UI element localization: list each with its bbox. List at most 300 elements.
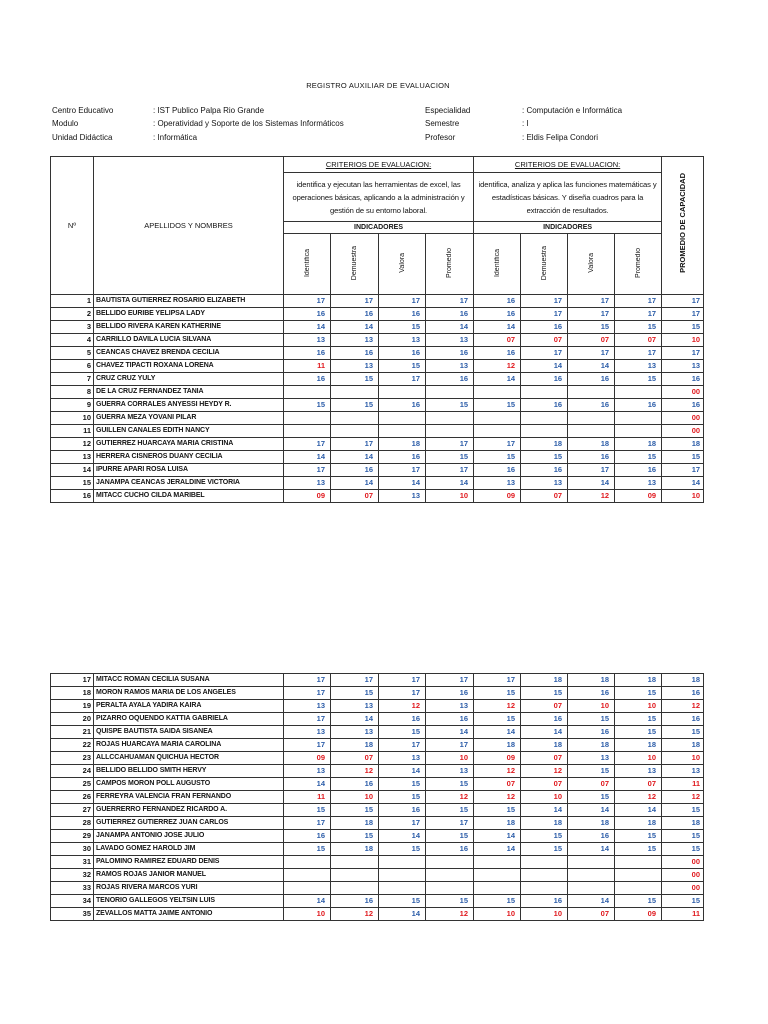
table-row bbox=[51, 804, 704, 817]
student-name: BELLIDO RIVERA KAREN KATHERINE bbox=[94, 321, 284, 334]
table-row bbox=[51, 451, 704, 464]
student-name: PERALTA AYALA YADIRA KAIRA bbox=[94, 700, 284, 713]
grade-promedio-2: 10 bbox=[615, 752, 662, 765]
grade-demuestra-1 bbox=[331, 882, 379, 895]
info-value-profesor: : Eldis Felipa Condori bbox=[522, 133, 599, 142]
grade-demuestra-2: 15 bbox=[521, 843, 568, 856]
grade-demuestra-2: 16 bbox=[521, 373, 568, 386]
page-title: REGISTRO AUXILIAR DE EVALUACION bbox=[306, 81, 450, 90]
grade-promedio-2: 18 bbox=[615, 739, 662, 752]
table-row bbox=[51, 895, 704, 908]
table-row bbox=[51, 843, 704, 856]
grade-promedio-1: 17 bbox=[426, 295, 474, 308]
grade-identifica-2: 17 bbox=[474, 438, 521, 451]
student-name: GUILLEN CANALES EDITH NANCY bbox=[94, 425, 284, 438]
promedio-capacidad: 15 bbox=[662, 830, 704, 843]
info-label-semestre: Semestre bbox=[425, 119, 460, 128]
grade-valora-2: 14 bbox=[568, 843, 615, 856]
student-name: JANAMPA CEANCAS JERALDINE VICTORIA bbox=[94, 477, 284, 490]
table-row bbox=[51, 438, 704, 451]
grade-valora-2 bbox=[568, 882, 615, 895]
criterio-2-indicadores-label: INDICADORES bbox=[474, 222, 662, 234]
grade-demuestra-1: 15 bbox=[331, 373, 379, 386]
table-row bbox=[51, 739, 704, 752]
grade-valora-1: 12 bbox=[379, 700, 426, 713]
header-promedio-2-cell bbox=[615, 234, 662, 295]
grade-valora-1: 16 bbox=[379, 399, 426, 412]
grade-demuestra-1: 13 bbox=[331, 726, 379, 739]
header-valora-1: Valora bbox=[398, 253, 406, 273]
grade-valora-2: 15 bbox=[568, 321, 615, 334]
grade-demuestra-1: 16 bbox=[331, 308, 379, 321]
grade-identifica-2 bbox=[474, 386, 521, 399]
grade-valora-2: 16 bbox=[568, 451, 615, 464]
grade-valora-2: 14 bbox=[568, 477, 615, 490]
grade-valora-2: 16 bbox=[568, 399, 615, 412]
grade-demuestra-2: 16 bbox=[521, 464, 568, 477]
grade-valora-2: 16 bbox=[568, 726, 615, 739]
grade-promedio-2: 15 bbox=[615, 895, 662, 908]
promedio-capacidad: 13 bbox=[662, 765, 704, 778]
grade-valora-1: 16 bbox=[379, 713, 426, 726]
student-number: 26 bbox=[51, 791, 94, 804]
grade-valora-2 bbox=[568, 386, 615, 399]
grade-valora-2 bbox=[568, 425, 615, 438]
grade-identifica-2: 12 bbox=[474, 765, 521, 778]
promedio-capacidad: 16 bbox=[662, 713, 704, 726]
promedio-capacidad: 18 bbox=[662, 739, 704, 752]
grade-identifica-1: 13 bbox=[284, 726, 331, 739]
grade-identifica-2: 15 bbox=[474, 895, 521, 908]
grade-identifica-1: 09 bbox=[284, 752, 331, 765]
grade-promedio-1: 15 bbox=[426, 399, 474, 412]
student-name: GUERRA MEZA YOVANI PILAR bbox=[94, 412, 284, 425]
header-identifica-1: Identifica bbox=[303, 248, 311, 278]
student-name: BAUTISTA GUTIERREZ ROSARIO ELIZABETH bbox=[94, 295, 284, 308]
grade-demuestra-2: 18 bbox=[521, 674, 568, 687]
grade-identifica-2: 13 bbox=[474, 477, 521, 490]
grade-valora-1: 14 bbox=[379, 477, 426, 490]
grade-valora-2: 14 bbox=[568, 895, 615, 908]
table-row bbox=[51, 765, 704, 778]
grade-valora-2: 07 bbox=[568, 334, 615, 347]
table-row bbox=[51, 360, 704, 373]
grade-identifica-2: 15 bbox=[474, 451, 521, 464]
grade-demuestra-1 bbox=[331, 386, 379, 399]
student-name: ZEVALLOS MATTA JAIME ANTONIO bbox=[94, 908, 284, 921]
promedio-capacidad: 11 bbox=[662, 908, 704, 921]
grade-identifica-2 bbox=[474, 882, 521, 895]
grade-valora-1: 15 bbox=[379, 895, 426, 908]
promedio-capacidad: 18 bbox=[662, 438, 704, 451]
header-valora-2: Valora bbox=[587, 253, 595, 273]
student-number: 12 bbox=[51, 438, 94, 451]
grade-demuestra-1: 14 bbox=[331, 477, 379, 490]
grade-valora-1: 16 bbox=[379, 804, 426, 817]
grade-demuestra-2: 17 bbox=[521, 308, 568, 321]
student-name: CEANCAS CHAVEZ BRENDA CECILIA bbox=[94, 347, 284, 360]
student-number: 13 bbox=[51, 451, 94, 464]
grade-valora-1: 16 bbox=[379, 308, 426, 321]
promedio-capacidad: 15 bbox=[662, 321, 704, 334]
grade-promedio-1: 15 bbox=[426, 451, 474, 464]
grade-promedio-2 bbox=[615, 856, 662, 869]
grade-promedio-1: 17 bbox=[426, 674, 474, 687]
grade-promedio-2 bbox=[615, 386, 662, 399]
grade-valora-1: 17 bbox=[379, 739, 426, 752]
table-row bbox=[51, 412, 704, 425]
grade-promedio-2: 07 bbox=[615, 334, 662, 347]
grade-identifica-1: 17 bbox=[284, 739, 331, 752]
grade-promedio-1: 15 bbox=[426, 804, 474, 817]
grade-promedio-1: 15 bbox=[426, 895, 474, 908]
promedio-capacidad: 15 bbox=[662, 843, 704, 856]
grade-valora-2: 18 bbox=[568, 674, 615, 687]
grade-promedio-2: 18 bbox=[615, 438, 662, 451]
grade-identifica-1: 16 bbox=[284, 830, 331, 843]
student-name: ALLCCAHUAMAN QUICHUA HECTOR bbox=[94, 752, 284, 765]
student-rows-page-2 bbox=[51, 674, 704, 921]
grade-demuestra-1: 13 bbox=[331, 334, 379, 347]
student-number: 35 bbox=[51, 908, 94, 921]
info-label-especialidad: Especialidad bbox=[425, 106, 471, 115]
grade-promedio-1: 13 bbox=[426, 765, 474, 778]
table-row bbox=[51, 373, 704, 386]
grade-identifica-2: 09 bbox=[474, 752, 521, 765]
grade-valora-2: 14 bbox=[568, 804, 615, 817]
promedio-capacidad: 15 bbox=[662, 451, 704, 464]
grade-identifica-2: 12 bbox=[474, 791, 521, 804]
grade-demuestra-2: 16 bbox=[521, 399, 568, 412]
grade-valora-1: 17 bbox=[379, 373, 426, 386]
promedio-capacidad: 00 bbox=[662, 412, 704, 425]
header-apellidos-nombres: APELLIDOS Y NOMBRES bbox=[94, 157, 284, 295]
student-name: ROJAS RIVERA MARCOS YURI bbox=[94, 882, 284, 895]
grade-promedio-2: 15 bbox=[615, 713, 662, 726]
grade-identifica-1 bbox=[284, 425, 331, 438]
grade-identifica-1: 10 bbox=[284, 908, 331, 921]
promedio-capacidad: 17 bbox=[662, 295, 704, 308]
promedio-capacidad: 15 bbox=[662, 895, 704, 908]
info-value-semestre: : I bbox=[522, 119, 529, 128]
student-name: CRUZ CRUZ YULY bbox=[94, 373, 284, 386]
grade-promedio-1 bbox=[426, 882, 474, 895]
grade-identifica-2: 16 bbox=[474, 464, 521, 477]
grade-identifica-2: 09 bbox=[474, 490, 521, 503]
grade-identifica-2: 07 bbox=[474, 778, 521, 791]
grade-valora-1: 15 bbox=[379, 360, 426, 373]
table-row bbox=[51, 778, 704, 791]
grade-valora-2: 16 bbox=[568, 687, 615, 700]
student-name: GUTIERREZ HUARCAYA MARIA CRISTINA bbox=[94, 438, 284, 451]
grade-identifica-2: 18 bbox=[474, 739, 521, 752]
grade-identifica-2: 14 bbox=[474, 373, 521, 386]
grade-identifica-1: 14 bbox=[284, 451, 331, 464]
grade-identifica-1: 17 bbox=[284, 438, 331, 451]
promedio-capacidad: 15 bbox=[662, 726, 704, 739]
criterio-2-heading: CRITERIOS DE EVALUACION: bbox=[514, 160, 621, 169]
grade-valora-1: 15 bbox=[379, 791, 426, 804]
student-name: CHAVEZ TIPACTI ROXANA LORENA bbox=[94, 360, 284, 373]
student-number: 20 bbox=[51, 713, 94, 726]
grade-promedio-1: 16 bbox=[426, 713, 474, 726]
criterio-2-description: identifica, analiza y aplica las funciones matemáticas y estadísticas básicas. Y diseña cuadros para la extracción de resultados. bbox=[474, 173, 662, 222]
table-row bbox=[51, 830, 704, 843]
grade-demuestra-1 bbox=[331, 412, 379, 425]
grade-identifica-1: 13 bbox=[284, 334, 331, 347]
student-name: CARRILLO DAVILA LUCIA SILVANA bbox=[94, 334, 284, 347]
grade-identifica-2: 18 bbox=[474, 817, 521, 830]
grade-demuestra-1: 17 bbox=[331, 438, 379, 451]
grade-valora-1: 15 bbox=[379, 778, 426, 791]
student-name: GUERRA CORRALES ANYESSI HEYDY R. bbox=[94, 399, 284, 412]
grade-promedio-2 bbox=[615, 412, 662, 425]
grade-promedio-2: 07 bbox=[615, 778, 662, 791]
grade-demuestra-1: 14 bbox=[331, 451, 379, 464]
grade-promedio-1: 16 bbox=[426, 843, 474, 856]
grade-promedio-1: 16 bbox=[426, 347, 474, 360]
grade-valora-1: 17 bbox=[379, 464, 426, 477]
grade-valora-2: 13 bbox=[568, 752, 615, 765]
grade-promedio-2: 12 bbox=[615, 791, 662, 804]
grade-demuestra-2: 10 bbox=[521, 791, 568, 804]
grade-valora-1: 17 bbox=[379, 674, 426, 687]
grade-demuestra-2 bbox=[521, 856, 568, 869]
grade-identifica-1: 17 bbox=[284, 464, 331, 477]
student-number: 27 bbox=[51, 804, 94, 817]
header-promedio-1-cell bbox=[426, 234, 474, 295]
student-number: 25 bbox=[51, 778, 94, 791]
grade-demuestra-2: 07 bbox=[521, 490, 568, 503]
grade-demuestra-1: 16 bbox=[331, 464, 379, 477]
table-row bbox=[51, 321, 704, 334]
table-row bbox=[51, 869, 704, 882]
promedio-capacidad: 16 bbox=[662, 687, 704, 700]
grade-valora-1: 13 bbox=[379, 334, 426, 347]
header-identifica-2-cell bbox=[474, 234, 521, 295]
grade-identifica-2: 14 bbox=[474, 726, 521, 739]
promedio-capacidad: 12 bbox=[662, 791, 704, 804]
student-name: MORON RAMOS MARIA DE LOS ANGELES bbox=[94, 687, 284, 700]
header-identifica-1-cell bbox=[284, 234, 331, 295]
grade-demuestra-1: 18 bbox=[331, 843, 379, 856]
student-name: JANAMPA ANTONIO JOSE JULIO bbox=[94, 830, 284, 843]
student-name: QUISPE BAUTISTA SAIDA SISANEA bbox=[94, 726, 284, 739]
table-row bbox=[51, 752, 704, 765]
grade-promedio-1: 16 bbox=[426, 687, 474, 700]
info-value-centro-educativo: : IST Publico Palpa Rio Grande bbox=[153, 106, 265, 115]
promedio-capacidad: 00 bbox=[662, 386, 704, 399]
header-demuestra-1: Demuestra bbox=[351, 245, 358, 281]
grade-demuestra-1: 10 bbox=[331, 791, 379, 804]
grade-demuestra-1: 15 bbox=[331, 804, 379, 817]
grade-promedio-2: 16 bbox=[615, 399, 662, 412]
grade-identifica-1: 17 bbox=[284, 674, 331, 687]
grade-identifica-1: 15 bbox=[284, 399, 331, 412]
table-row bbox=[51, 347, 704, 360]
grade-promedio-1: 13 bbox=[426, 700, 474, 713]
grade-promedio-1: 14 bbox=[426, 726, 474, 739]
grade-demuestra-1: 15 bbox=[331, 830, 379, 843]
grade-identifica-2: 14 bbox=[474, 321, 521, 334]
grade-promedio-1: 15 bbox=[426, 830, 474, 843]
grade-promedio-2: 09 bbox=[615, 490, 662, 503]
grade-promedio-2 bbox=[615, 882, 662, 895]
student-number: 21 bbox=[51, 726, 94, 739]
grade-demuestra-1 bbox=[331, 856, 379, 869]
grade-valora-2: 17 bbox=[568, 347, 615, 360]
grade-demuestra-1: 15 bbox=[331, 687, 379, 700]
grade-identifica-2: 16 bbox=[474, 295, 521, 308]
promedio-capacidad: 00 bbox=[662, 869, 704, 882]
grade-demuestra-1: 16 bbox=[331, 778, 379, 791]
grade-promedio-2 bbox=[615, 425, 662, 438]
student-name: DE LA CRUZ FERNANDEZ TANIA bbox=[94, 386, 284, 399]
grade-identifica-1: 16 bbox=[284, 373, 331, 386]
grade-promedio-2: 18 bbox=[615, 817, 662, 830]
header-numero: Nº bbox=[51, 157, 94, 295]
promedio-capacidad: 15 bbox=[662, 804, 704, 817]
student-number: 11 bbox=[51, 425, 94, 438]
grade-identifica-2: 15 bbox=[474, 713, 521, 726]
grade-valora-2: 15 bbox=[568, 791, 615, 804]
grades-table-continued bbox=[50, 673, 704, 921]
student-name: GUTIERREZ GUTIERREZ JUAN CARLOS bbox=[94, 817, 284, 830]
grade-demuestra-2: 14 bbox=[521, 726, 568, 739]
grade-demuestra-1 bbox=[331, 869, 379, 882]
grade-demuestra-2 bbox=[521, 869, 568, 882]
header-demuestra-2-cell bbox=[521, 234, 568, 295]
promedio-capacidad: 11 bbox=[662, 778, 704, 791]
grade-identifica-1 bbox=[284, 412, 331, 425]
grade-promedio-1 bbox=[426, 869, 474, 882]
grade-identifica-2: 15 bbox=[474, 399, 521, 412]
grade-promedio-1: 14 bbox=[426, 477, 474, 490]
grade-valora-1 bbox=[379, 412, 426, 425]
student-number: 10 bbox=[51, 412, 94, 425]
grade-demuestra-1: 14 bbox=[331, 713, 379, 726]
student-rows-page-1 bbox=[51, 295, 704, 503]
grade-identifica-1: 16 bbox=[284, 308, 331, 321]
header-promedio-capacidad-cell bbox=[662, 157, 704, 295]
grade-valora-1: 14 bbox=[379, 830, 426, 843]
table-row bbox=[51, 713, 704, 726]
grade-valora-1: 14 bbox=[379, 765, 426, 778]
grade-valora-1: 16 bbox=[379, 451, 426, 464]
grade-identifica-1: 17 bbox=[284, 295, 331, 308]
grade-identifica-1: 13 bbox=[284, 477, 331, 490]
grade-promedio-1 bbox=[426, 386, 474, 399]
promedio-capacidad: 16 bbox=[662, 373, 704, 386]
promedio-capacidad: 18 bbox=[662, 817, 704, 830]
grade-valora-2: 17 bbox=[568, 308, 615, 321]
header-row-criterios bbox=[51, 157, 704, 173]
table-row bbox=[51, 856, 704, 869]
grade-valora-2: 10 bbox=[568, 700, 615, 713]
grade-valora-2: 07 bbox=[568, 908, 615, 921]
grade-demuestra-2 bbox=[521, 425, 568, 438]
student-number: 17 bbox=[51, 674, 94, 687]
grade-valora-1: 18 bbox=[379, 438, 426, 451]
grade-valora-2: 18 bbox=[568, 817, 615, 830]
grade-valora-1 bbox=[379, 869, 426, 882]
student-number: 19 bbox=[51, 700, 94, 713]
table-row bbox=[51, 386, 704, 399]
grade-promedio-2: 15 bbox=[615, 830, 662, 843]
student-number: 8 bbox=[51, 386, 94, 399]
grade-promedio-2: 09 bbox=[615, 908, 662, 921]
table-row bbox=[51, 490, 704, 503]
student-number: 18 bbox=[51, 687, 94, 700]
grade-promedio-2: 15 bbox=[615, 726, 662, 739]
grade-demuestra-2: 07 bbox=[521, 700, 568, 713]
grade-promedio-2: 13 bbox=[615, 477, 662, 490]
student-name: MITACC ROMAN CECILIA SUSANA bbox=[94, 674, 284, 687]
grade-demuestra-2: 07 bbox=[521, 334, 568, 347]
criterio-2-heading-cell bbox=[474, 157, 662, 173]
grade-identifica-1 bbox=[284, 869, 331, 882]
promedio-capacidad: 13 bbox=[662, 360, 704, 373]
grade-identifica-1 bbox=[284, 856, 331, 869]
grade-valora-1: 13 bbox=[379, 752, 426, 765]
grade-identifica-1: 09 bbox=[284, 490, 331, 503]
promedio-capacidad: 17 bbox=[662, 464, 704, 477]
grade-identifica-1: 11 bbox=[284, 791, 331, 804]
grade-promedio-1: 16 bbox=[426, 308, 474, 321]
grade-promedio-2: 13 bbox=[615, 765, 662, 778]
grade-demuestra-2: 12 bbox=[521, 765, 568, 778]
header-demuestra-2: Demuestra bbox=[540, 245, 548, 281]
grade-identifica-1: 14 bbox=[284, 321, 331, 334]
grade-demuestra-1: 14 bbox=[331, 321, 379, 334]
promedio-capacidad: 16 bbox=[662, 399, 704, 412]
student-number: 31 bbox=[51, 856, 94, 869]
grade-valora-2: 14 bbox=[568, 360, 615, 373]
grade-demuestra-2: 16 bbox=[521, 321, 568, 334]
student-name: RAMOS ROJAS JANIOR MANUEL bbox=[94, 869, 284, 882]
grade-demuestra-1: 12 bbox=[331, 765, 379, 778]
grade-demuestra-2: 14 bbox=[521, 360, 568, 373]
grade-identifica-1: 15 bbox=[284, 843, 331, 856]
criterio-1-heading-cell bbox=[284, 157, 474, 173]
grade-demuestra-1 bbox=[331, 425, 379, 438]
table-row bbox=[51, 726, 704, 739]
grade-demuestra-2 bbox=[521, 882, 568, 895]
grade-valora-2: 07 bbox=[568, 778, 615, 791]
grade-identifica-2: 16 bbox=[474, 347, 521, 360]
grade-identifica-2: 17 bbox=[474, 674, 521, 687]
grade-promedio-1: 14 bbox=[426, 321, 474, 334]
grade-identifica-1 bbox=[284, 882, 331, 895]
promedio-capacidad: 00 bbox=[662, 882, 704, 895]
student-number: 4 bbox=[51, 334, 94, 347]
table-row bbox=[51, 399, 704, 412]
grade-valora-1: 15 bbox=[379, 321, 426, 334]
grade-promedio-1: 17 bbox=[426, 739, 474, 752]
grade-demuestra-2: 13 bbox=[521, 477, 568, 490]
grade-demuestra-1: 15 bbox=[331, 399, 379, 412]
grade-promedio-1: 12 bbox=[426, 791, 474, 804]
grade-valora-2: 18 bbox=[568, 739, 615, 752]
grade-demuestra-2: 18 bbox=[521, 438, 568, 451]
grade-identifica-1: 17 bbox=[284, 687, 331, 700]
grade-demuestra-1: 17 bbox=[331, 674, 379, 687]
table-row bbox=[51, 334, 704, 347]
grade-identifica-2 bbox=[474, 425, 521, 438]
grade-demuestra-2: 16 bbox=[521, 713, 568, 726]
info-label-unidad-didactica: Unidad Didáctica bbox=[52, 133, 113, 142]
promedio-capacidad: 12 bbox=[662, 700, 704, 713]
